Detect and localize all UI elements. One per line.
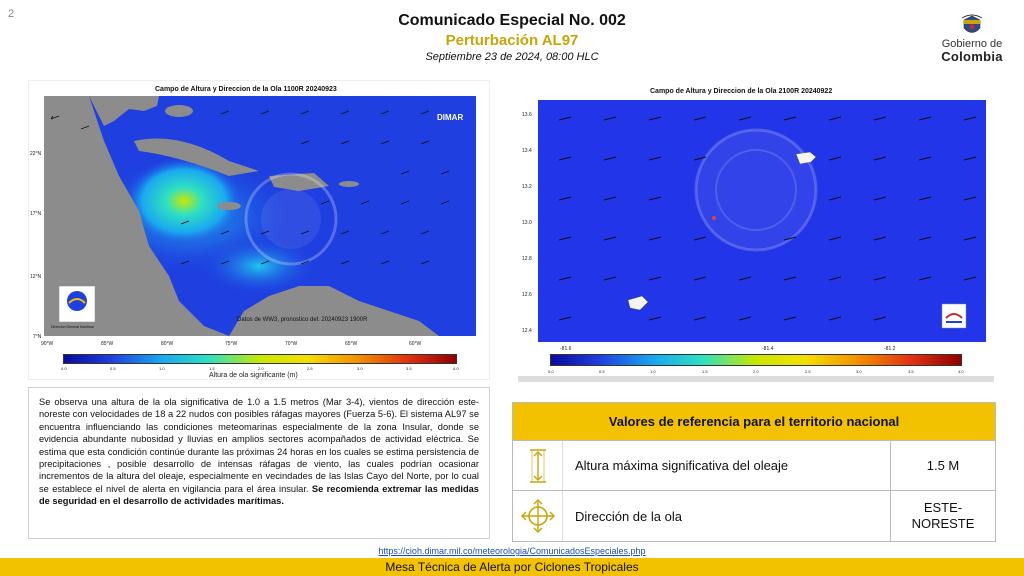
- colorbar-tick: 0.5: [110, 366, 116, 371]
- colorbar-tick: 3.0: [856, 369, 862, 374]
- source-link-container: [0, 546, 1024, 556]
- lat-label: 12.8: [522, 256, 532, 262]
- colorbar-tick: 2.5: [805, 369, 811, 374]
- reference-table: [512, 402, 996, 542]
- lon-label: -81.6: [560, 346, 572, 352]
- table-row: [513, 491, 995, 541]
- colorbar-tick: 4.0: [958, 369, 964, 374]
- gobierno-colombia-logo: [930, 12, 1014, 74]
- lat-label: 13.4: [522, 148, 532, 154]
- description-emphasis: Se recomienda extremar las medidas de seguridad en el desarrollo de actividades marítimas.: [39, 483, 479, 507]
- lon-label: 85°W: [101, 341, 114, 347]
- lat-label: 22°N: [30, 151, 42, 157]
- reference-table-heading: Valores de referencia para el territorio nacional: [513, 403, 995, 441]
- lon-label: 80°W: [161, 341, 174, 347]
- colorbar-tick: 3.0: [357, 366, 363, 371]
- page-subtitle: Perturbación AL97: [445, 32, 579, 49]
- right-wave-map: [516, 82, 996, 382]
- logo-line-2: Colombia: [941, 49, 1003, 64]
- lon-label: -81.2: [884, 346, 896, 352]
- left-wave-map-panel: [28, 80, 490, 380]
- right-wave-map-panel: [516, 82, 996, 382]
- row-value: 1.5 M: [926, 457, 960, 473]
- row-label: Dirección de la ola: [563, 491, 891, 541]
- row-value: [891, 491, 995, 541]
- lat-label: 7°N: [33, 334, 42, 340]
- colorbar-tick: 2.5: [307, 366, 313, 371]
- lat-label: 12.4: [522, 328, 532, 334]
- left-colorbar: [63, 354, 457, 364]
- source-link[interactable]: https://cioh.dimar.mil.co/meteorologia/ComunicadosEspeciales.php: [378, 546, 646, 556]
- lat-label: 17°N: [30, 211, 42, 217]
- lon-label: 70°W: [285, 341, 298, 347]
- description-text: [28, 387, 490, 539]
- lon-label: 65°W: [345, 341, 358, 347]
- left-map-title: Campo de Altura y Direccion de la Ola 1100R 20240923: [155, 86, 337, 93]
- colorbar-tick: 1.5: [209, 366, 215, 371]
- slide-number: 2: [8, 8, 15, 20]
- lat-label: 12.6: [522, 292, 532, 298]
- right-map-title: Campo de Altura y Direccion de la Ola 2100R 20240922: [650, 88, 833, 95]
- colorbar-tick: 3.5: [406, 366, 412, 371]
- left-map-source-note: Datos de WW3, pronostico del: 20240923 1900R: [237, 317, 368, 323]
- page-title: Comunicado Especial No. 002: [398, 12, 626, 29]
- colorbar-tick: 0.5: [599, 369, 605, 374]
- lat-label: 13.0: [522, 220, 532, 226]
- colorbar-tick: 1.5: [702, 369, 708, 374]
- right-colorbar: [550, 354, 962, 366]
- colorbar-tick: 1.0: [650, 369, 656, 374]
- description-body: Se observa una altura de la ola significativa de 1.0 a 1.5 metros (Mar 3-4), vientos de dirección este-noreste con velocidades de 18 a 22 nudos con posibles ráfagas mayores (Fuerza 5-6). El sistema AL97 se encuentra influenciando las condiciones meteomarinas especialmente de la zona Insular, donde se evidencia abundante nubosidad y lluvias en amplios sectores acompañados de actividad eléctrica. Se estima que esta condición continúe durante las próximas 24 horas en los cuales se estima persistencia de precipitaciones , posible desarrollo de intensas ráfagas de viento, las cuales podrían ocasionar incrementos de la altura del oleaje, especialmente en vecindades de las Islas Cayo del Norte, por lo cual se establece el nivel de alerta en vigilancia para el área insular.: [39, 397, 479, 494]
- lon-label: 90°W: [41, 341, 54, 347]
- colorbar-tick: 0.0: [548, 369, 554, 374]
- wave-height-icon: [513, 441, 563, 490]
- lon-label: 60°W: [409, 341, 422, 347]
- colorbar-tick: 3.5: [908, 369, 914, 374]
- colorbar-tick: 0.0: [61, 366, 67, 371]
- lon-label: 75°W: [225, 341, 238, 347]
- colorbar-tick: 4.0: [453, 366, 459, 371]
- compass-icon: [513, 491, 563, 541]
- lat-label: 13.2: [522, 184, 532, 190]
- logo-line-1: Gobierno de: [941, 38, 1003, 50]
- row-value-line-1: ESTE-: [923, 500, 963, 515]
- colorbar-tick: 1.0: [159, 366, 165, 371]
- issue-date: Septiembre 23 de 2024, 08:00 HLC: [425, 51, 599, 63]
- header: [0, 12, 1024, 63]
- colorbar-label: Altura de ola significante (m): [209, 372, 298, 379]
- table-row: [513, 441, 995, 491]
- footer-banner: Mesa Técnica de Alerta por Ciclones Tropicales: [0, 558, 1024, 576]
- row-value-line-2: NORESTE: [911, 516, 975, 531]
- colorbar-tick: 2.0: [258, 366, 264, 371]
- row-label: Altura máxima significativa del oleaje: [563, 441, 891, 490]
- right-map-bottom-bar: [518, 376, 994, 382]
- dimar-watermark: DIMAR: [437, 113, 464, 122]
- lat-label: 12°N: [30, 274, 42, 280]
- lat-label: 13.6: [522, 112, 532, 118]
- colorbar-tick: 2.0: [753, 369, 759, 374]
- lon-label: -81.4: [762, 346, 774, 352]
- left-wave-map: [29, 81, 491, 381]
- dimar-logo-caption: Dirección General Marítima: [51, 325, 94, 329]
- coat-of-arms-icon: [960, 12, 984, 38]
